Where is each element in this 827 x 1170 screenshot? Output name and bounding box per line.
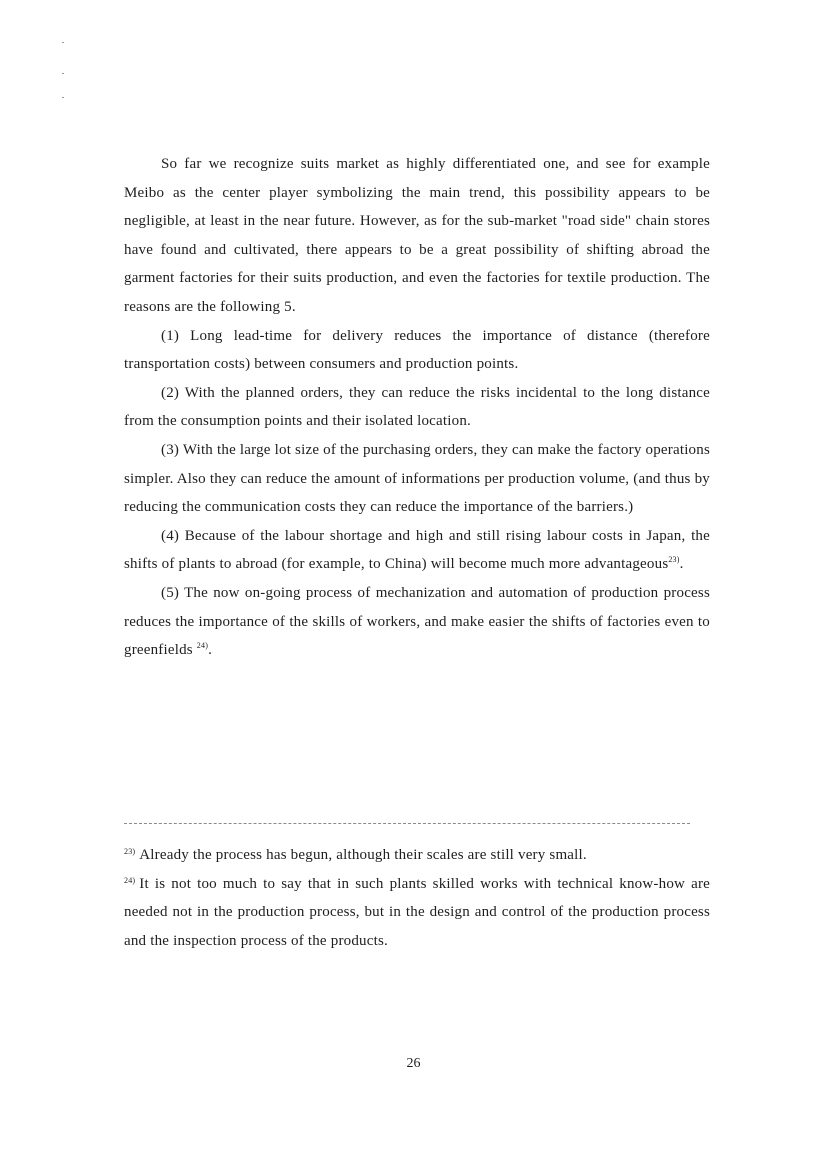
footnote-23 [124, 841, 710, 870]
paragraph-text: (1) Long lead-time for delivery reduces the importance of distance (therefore transportation costs) between consumers and production points. [124, 327, 710, 373]
paragraph-text: (3) With the large lot size of the purchasing orders, they can make the factory operations simpler. Also they can reduce the amount of informations per production volume, (and thus by reducing the communication costs they can reduce the importance of the barriers.) [124, 441, 710, 516]
page-number: 26 [406, 1056, 421, 1071]
reason-2 [124, 379, 710, 436]
paragraph-text: So far we recognize suits market as highly differentiated one, and see for example Meibo as the center player symbolizing the main trend, this possibility appears to be negligible, at least in the near future. However, as for the sub-market "road side" chain stores have found and cultivated, there appears to be a great possibility of shifting abroad the garment factories for their suits production, and even the factories for textile production. The reasons are the following 5. [124, 156, 710, 315]
footnotes [124, 841, 710, 955]
footnote-reference: 23) [668, 555, 680, 565]
footnote-text: It is not too much to say that in such plants skilled works with technical know-how are needed not in the production process, but in the design and control of the production process and the inspection process of the products. [124, 875, 710, 949]
paragraph-text: (5) The now on-going process of mechanization and automation of production process reduces the importance of the skills of workers, and make easier the shifts of factories even to greenfields [124, 584, 710, 659]
footnote-reference: 24) [196, 641, 209, 651]
footnote-text: Already the process has begun, although their scales are still very small. [139, 847, 587, 863]
footnote-24 [124, 870, 710, 956]
footnote-divider [124, 823, 690, 824]
footnote-marker: 24) [124, 875, 136, 885]
reason-5 [124, 579, 710, 665]
scan-mark [62, 73, 64, 74]
scan-mark [62, 97, 64, 98]
reason-1 [124, 322, 710, 379]
paragraph-end: . [679, 556, 684, 573]
scan-mark [62, 42, 64, 43]
reason-3 [124, 436, 710, 522]
paragraph-text: (2) With the planned orders, they can reduce the risks incidental to the long distance from the consumption points and their isolated location. [124, 384, 710, 430]
paragraph-intro [124, 150, 710, 322]
paragraph-end: . [208, 642, 213, 659]
body-text [124, 150, 710, 665]
reason-4 [124, 522, 710, 579]
footnote-marker: 23) [124, 847, 136, 856]
paragraph-text: (4) Because of the labour shortage and high and still rising labour costs in Japan, the shifts of plants to abroad (for example, to China) will become much more advantageous [124, 527, 710, 573]
